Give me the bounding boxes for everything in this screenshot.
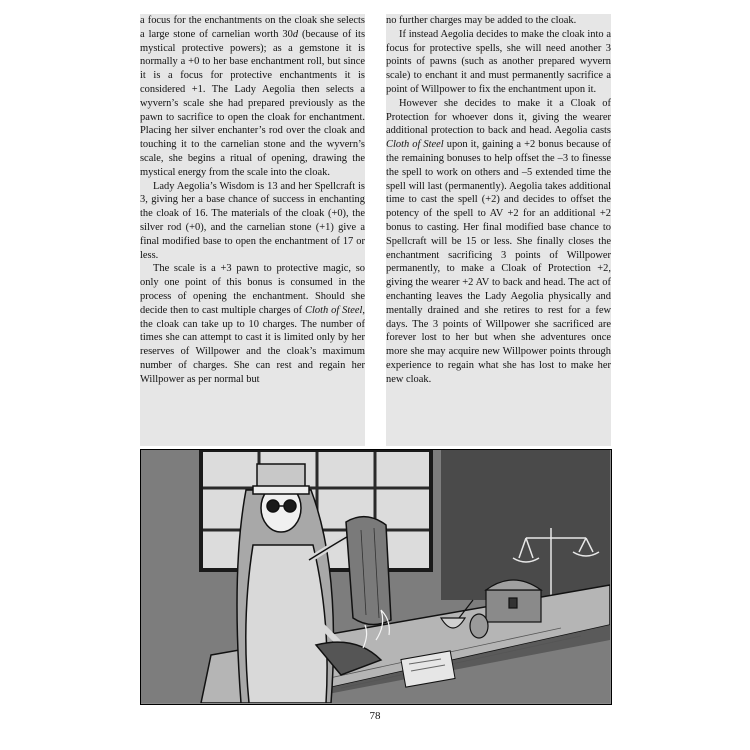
- chest: [486, 580, 541, 622]
- paragraph: If instead Aegolia decides to make the cloak into a focus for protective spells, she will need another 3 points of pawns (such as another prepared wyvern scale) to enchant it and must permanently sacrifice a point of Willpower to fix the enchantment upon it.: [386, 28, 611, 95]
- paragraph: a focus for the enchantments on the cloak she selects a large stone of carnelian worth 30d (because of its mystical protective powers); as a gemstone it is normally a +0 to her base enchantment roll, but since it is a focus for protective enchantments it is considered +1. The Lady Aegolia then selects a wyvern’s scale she had prepared previously as the pawn to sacrifice to open the cloak for enchantment. Placing her silver enchanter’s rod over the cloak and touching it to the carnelian stone and the wyvern’s scale, she begins a ritual of opening, drawing the mystical energy from the scale into the cloak.: [140, 15, 366, 178]
- paragraph: Lady Aegolia’s Wisdom is 13 and her Spellcraft is 3, giving her a base chance of success in enchanting the cloak of 16. The materials of the cloak (+0), the silver rod (+0), and the carnelian stone (+1) give a final modified base to open the enchantment of 17 or less.: [140, 180, 365, 261]
- enchantress-illustration: [140, 449, 612, 705]
- text-column-right: [386, 14, 611, 446]
- paragraph: The scale is a +3 pawn to protective magic, so only one point of this bonus is consumed in the process of opening the enchantment. Should she decide then to cast multiple charges of Cloth of Steel, the cloak can take up to 10 charges. The number of times she can attempt to cast it is limited only by her reserves of Willpower and the cloak’s maximum number of charges. She can rest and regain her Willpower as per normal but: [140, 263, 366, 385]
- text-column-left: [140, 14, 365, 446]
- illustration-drawing: [141, 450, 610, 703]
- paragraph: no further charges may be added to the cloak.: [386, 15, 577, 26]
- paragraph: However she decides to make it a Cloak of Protection for whoever dons it, giving the wearer additional protection to back and head. Aegolia casts Cloth of Steel upon it, gaining a +2 bonus because of the remaining bonuses to help offset the –3 to finesse the spell to work on others and –5 extended time the spell will last (permanently). Aegolia takes additional time to cast the spell (+2) and decides to offset the potency of the spell to AV +2 for an additional +2 bonus to casting. Her final modified base chance to Spellcraft will be 15 or less. She finally closes the enchantment sacrificing 3 points of Willpower permanently, to make a Cloak of Protection +2, giving the wearer +2 AV to back and head. The act of enchanting leaves the Lady Aegolia physically and mentally drained and she retires to rest for a few days. The 3 points of Willpower she sacrificed are forever lost to her but when she adventures once more she may acquire new Willpower points through experience to regain what she has lost to make her new cloak.: [386, 97, 611, 385]
- page-number: 78: [369, 710, 381, 722]
